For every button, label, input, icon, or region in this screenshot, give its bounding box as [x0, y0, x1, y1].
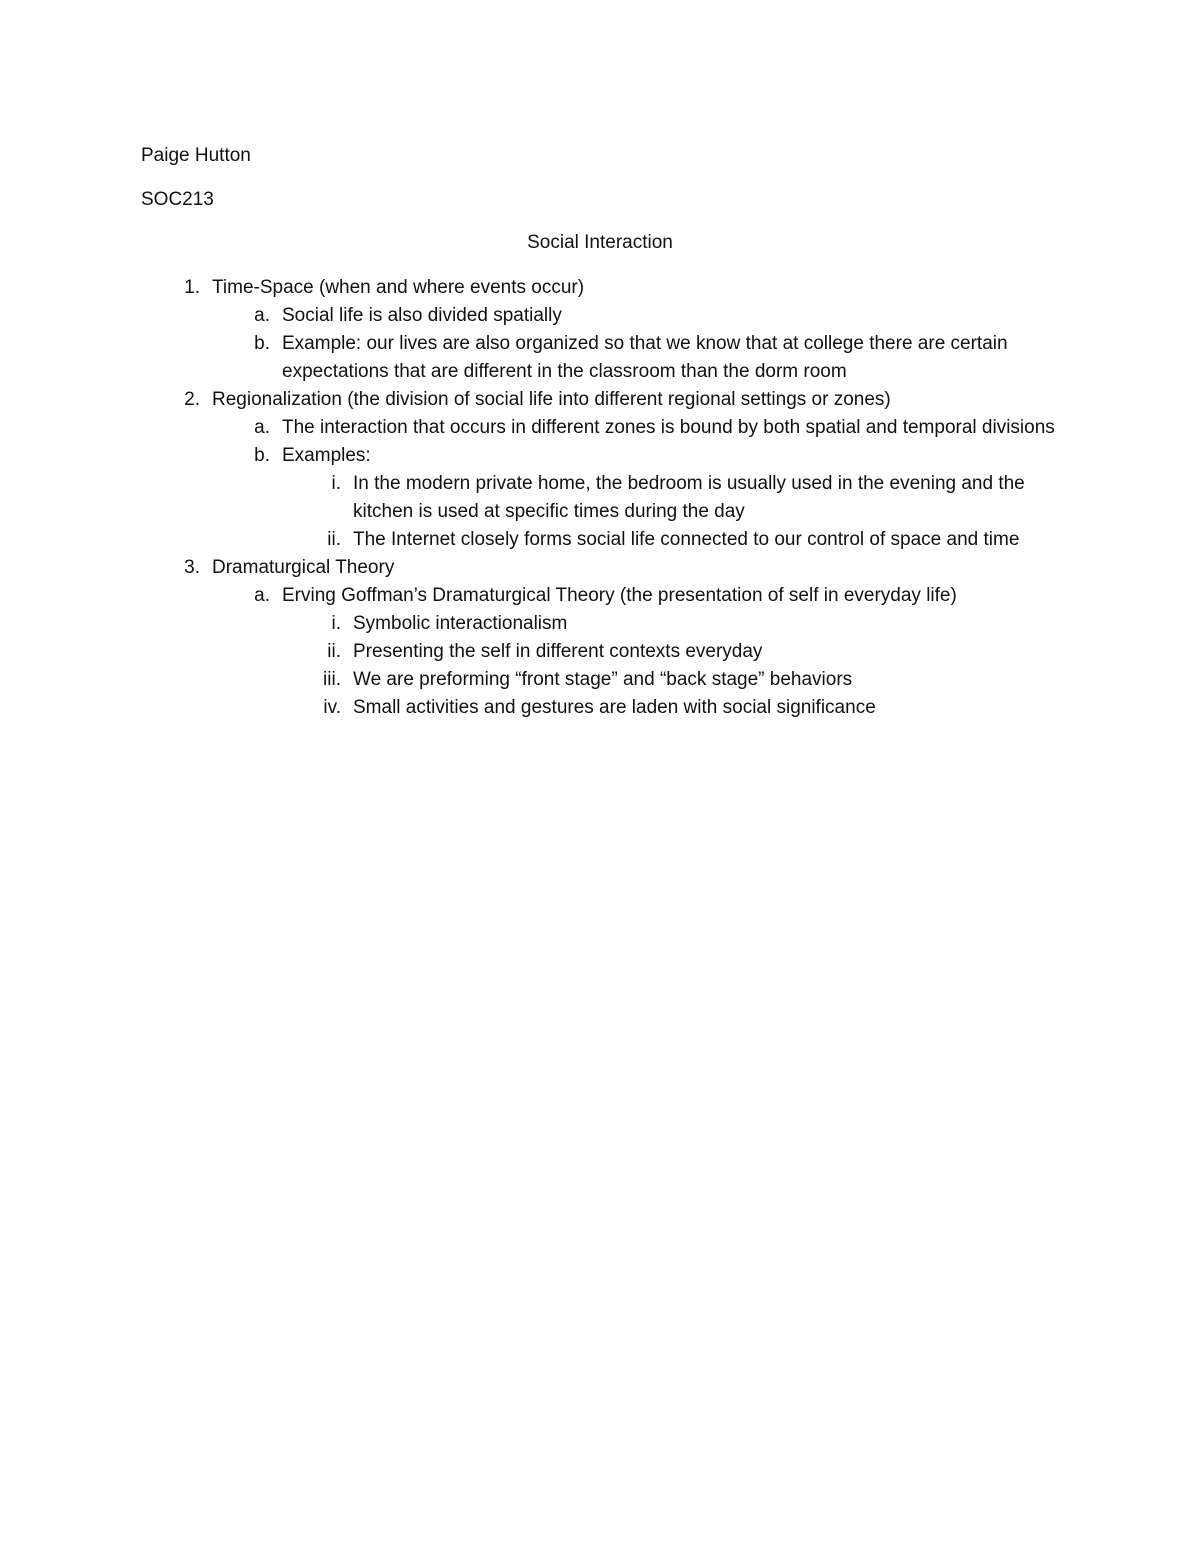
- outline-item-text: Time-Space (when and where events occur): [212, 277, 585, 298]
- list-marker: 3.: [184, 557, 200, 578]
- outline-item: [141, 386, 1081, 414]
- author-name: Paige Hutton: [141, 145, 251, 166]
- list-marker: a.: [254, 585, 270, 606]
- outline-item-text: Dramaturgical Theory: [212, 557, 395, 578]
- outline-subsubitem-text: Presenting the self in different contexts everyday: [353, 641, 763, 662]
- outline-subsubitem-text: The Internet closely forms social life connected to our control of space and time: [353, 529, 1020, 550]
- list-marker: b.: [254, 333, 270, 354]
- document-title: Social Interaction: [527, 232, 673, 253]
- list-marker: b.: [254, 445, 270, 466]
- list-marker: 1.: [184, 277, 200, 298]
- outline-subsubitem: [141, 526, 1081, 554]
- list-marker: ii.: [327, 529, 341, 550]
- list-marker: ii.: [327, 641, 341, 662]
- outline-subitem-text: The interaction that occurs in different zones is bound by both spatial and temporal divisions: [282, 417, 1055, 438]
- outline-subitem-text: Erving Goffman’s Dramaturgical Theory (the presentation of self in everyday life): [282, 585, 957, 606]
- outline-subsubitem-text: Small activities and gestures are laden with social significance: [353, 697, 876, 718]
- outline-subsubitem: [141, 638, 1081, 666]
- outline-subsubitem: [141, 610, 1081, 638]
- outline-subitem: [141, 442, 1081, 470]
- outline-subsubitem-text: Symbolic interactionalism: [353, 613, 568, 634]
- list-marker: a.: [254, 417, 270, 438]
- list-marker: i.: [331, 473, 341, 494]
- outline-subitem: [141, 302, 1081, 330]
- outline-subsubitem: [141, 694, 1081, 722]
- outline-subsubitem: [141, 666, 1081, 694]
- list-marker: iv.: [323, 697, 341, 718]
- outline-subsubitem-text: In the modern private home, the bedroom is usually used in the evening and the kitchen is used at specific times during the day: [353, 473, 1025, 522]
- outline-subitem-text: Example: our lives are also organized so that we know that at college there are certain expectations that are different in the classroom than the dorm room: [282, 333, 1008, 382]
- list-marker: i.: [331, 613, 341, 634]
- outline-subsubitem-text: We are preforming “front stage” and “back stage” behaviors: [353, 669, 853, 690]
- outline-subitem: [141, 582, 1081, 610]
- outline-item: [141, 554, 1081, 582]
- list-marker: iii.: [323, 669, 341, 690]
- list-marker: 2.: [184, 389, 200, 410]
- outline-item-text: Regionalization (the division of social life into different regional settings or zones): [212, 389, 891, 410]
- outline-subitem: [141, 330, 1081, 386]
- outline-item: [141, 274, 1081, 302]
- list-marker: a.: [254, 305, 270, 326]
- outline-subitem-text: Social life is also divided spatially: [282, 305, 562, 326]
- outline-subsubitem: [141, 470, 1081, 526]
- outline-list: [141, 274, 1081, 722]
- outline-subitem: [141, 414, 1081, 442]
- course-code: SOC213: [141, 189, 214, 210]
- outline-subitem-text: Examples:: [282, 445, 371, 466]
